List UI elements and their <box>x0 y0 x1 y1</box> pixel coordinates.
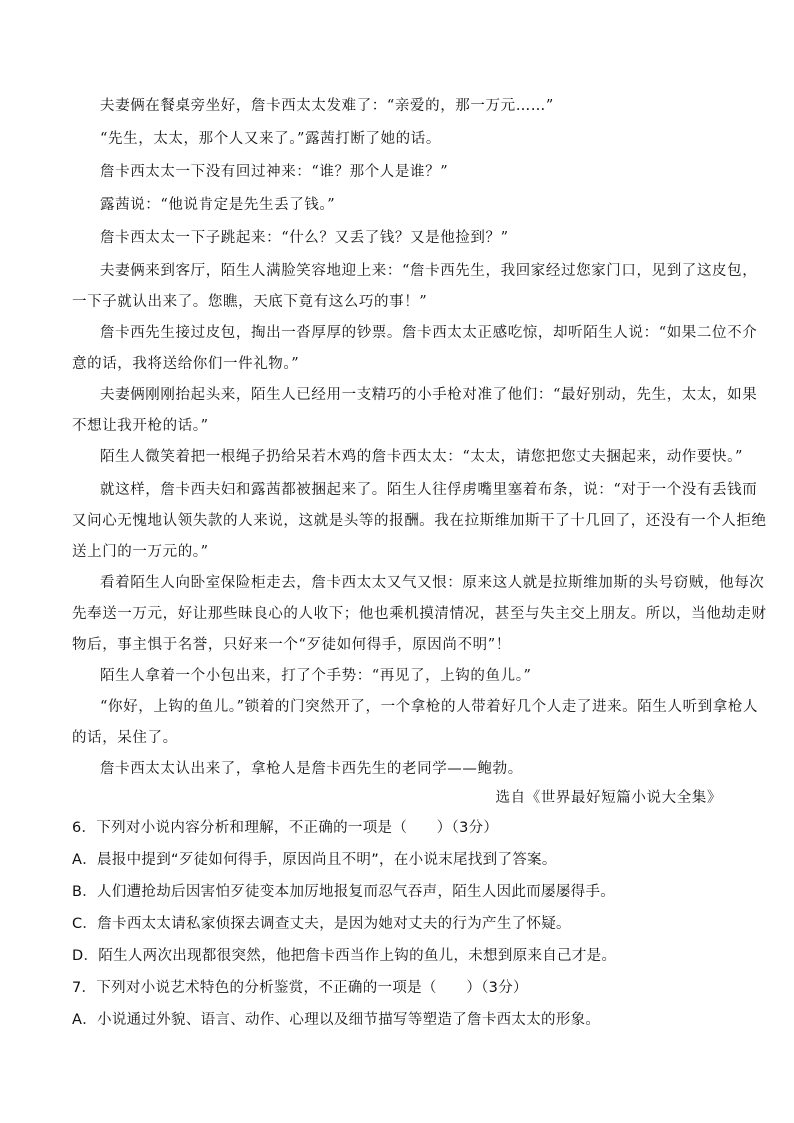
story-paragraph-line: 又问心无愧地认领失款的人来说，这就是头等的报酬。我在拉斯维加斯干了十几回了，还没有一个人拒绝 <box>72 513 767 529</box>
story-paragraph-line: 意的话，我将送给你们一件礼物。” <box>72 356 300 372</box>
story-paragraph-line: 詹卡西太太认出来了，拿枪人是詹卡西先生的老同学——鲍勃。 <box>100 761 523 777</box>
story-paragraph-line: 物后，事主惧于名誉，只好来一个“歹徒如何得手，原因尚不明”！ <box>72 637 511 653</box>
story-paragraph-line: 露茜说：“他说肯定是先生丢了钱。” <box>100 197 336 213</box>
story-paragraph-line: 夫妻俩来到客厅，陌生人满脸笑容地迎上来：“詹卡西先生，我回家经过您家门口，见到了这皮包， <box>100 263 758 279</box>
answer-option: C．詹卡西太太请私家侦探去调查丈夫，是因为她对丈夫的行为产生了怀疑。 <box>72 916 571 932</box>
story-paragraph-line: “先生，太太，那个人又来了。”露茜打断了她的话。 <box>100 131 441 147</box>
question-stem: 6．下列对小说内容分析和理解，不正确的一项是（ ）（3分） <box>72 820 499 836</box>
story-paragraph-line: 夫妻俩在餐桌旁坐好，詹卡西太太发难了：“亲爱的，那一万元……” <box>100 98 554 114</box>
story-paragraph-line: 詹卡西太太一下子跳起来：“什么？又丢了钱？又是他捡到？” <box>100 230 509 246</box>
story-paragraph-line: “你好，上钩的鱼儿。”锁着的门突然开了，一个拿枪的人带着好几个人走了进来。陌生人听到拿枪人 <box>100 699 759 715</box>
answer-option: D．陌生人两次出现都很突然，他把詹卡西当作上钩的鱼儿，未想到原来自己才是。 <box>72 948 617 964</box>
story-paragraph-line: 詹卡西太太一下没有回过神来：“谁？那个人是谁？” <box>100 164 449 180</box>
story-paragraph-line: 送上门的一万元的。” <box>72 544 209 560</box>
story-paragraph-line: 的话，呆住了。 <box>72 730 178 746</box>
source-citation: 选自《世界最好短篇小说大全集》 <box>495 790 722 806</box>
answer-option: A．晨报中提到“歹徒如何得手，原因尚且不明”，在小说末尾找到了答案。 <box>72 852 557 868</box>
story-paragraph-line: 不想让我开枪的话。” <box>72 418 209 434</box>
story-paragraph-line: 陌生人微笑着把一根绳子扔给呆若木鸡的詹卡西太太：“太太，请您把您丈夫捆起来，动作要快。” <box>100 449 743 465</box>
story-paragraph-line: 一下子就认出来了。您瞧，天底下竟有这么巧的事！” <box>72 294 428 310</box>
answer-option: B．人们遭抢劫后因害怕歹徒变本加厉地报复而忍气吞声，陌生人因此而屡屡得手。 <box>72 884 616 900</box>
story-paragraph-line: 詹卡西先生接过皮包，掏出一沓厚厚的钞票。詹卡西太太正感吃惊，却听陌生人说：“如果二位不介 <box>100 325 758 341</box>
story-paragraph-line: 看着陌生人向卧室保险柜走去，詹卡西太太又气又恨：原来这人就是拉斯维加斯的头号窃贼，他每次 <box>100 575 765 591</box>
story-paragraph-line: 先奉送一万元，好让那些昧良心的人收下；他也乘机摸清情况，甚至与失主交上朋友。所以，当他劫走财 <box>72 606 767 622</box>
story-paragraph-line: 陌生人拿着一个小包出来，打了个手势：“再见了，上钩的鱼儿。” <box>100 668 532 684</box>
answer-option: A．小说通过外貌、语言、动作、心理以及细节描写等塑造了詹卡西太太的形象。 <box>72 1012 601 1028</box>
story-paragraph-line: 就这样，詹卡西夫妇和露茜都被捆起来了。陌生人往俘虏嘴里塞着布条，说：“对于一个没有丢钱而 <box>100 482 758 498</box>
question-stem: 7．下列对小说艺术特色的分析鉴赏，不正确的一项是（ ）（3分） <box>72 980 528 996</box>
story-paragraph-line: 夫妻俩刚刚抬起头来，陌生人已经用一支精巧的小手枪对准了他们：“最好别动，先生，太太，如果 <box>100 387 758 403</box>
